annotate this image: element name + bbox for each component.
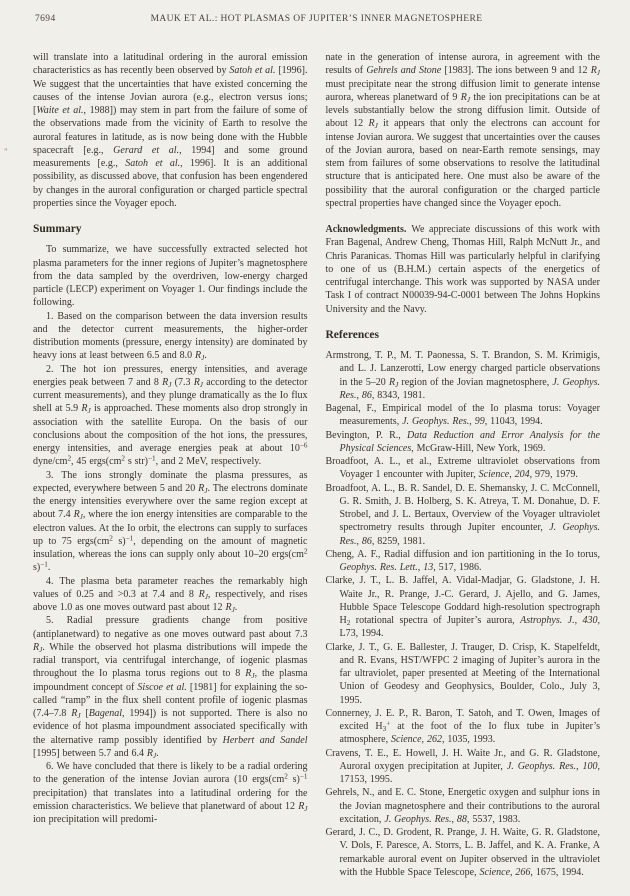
paragraph: 3. The ions strongly dominate the plasma pressures, as expected, everywhere between 5 and 20 $R_J$. The electrons dominate the energy intensities everywhere over the same region except at about 7.4 $R_J$, where the ion energy intensities are comparable to the electron values. At the Io orbit, the electrons can supply to surfaces up to 75 $ergs(cm^2$ s)$^{-1}$, depending on the amount of magnetic insulation, whereas the ions can supply only about 10–20 $ergs(cm^2$ s)$^{-1}$. (33, 469, 308, 574)
reference-entry: Broadfoot, A. L., et al., Extreme ultraviolet observations from Voyager 1 encounter with Jupiter, Science, 204, 979, 1979. (325, 456, 600, 481)
page-number: 7694 (35, 14, 56, 24)
page-header (33, 12, 600, 28)
paragraph: nate in the generation of intense aurora, in agreement with the results of Gehrels and Stone [1983]. The ions between 9 and 12 $R_J$ must precipitate near the strong diffusion limit to generate intense aurora, whereas planetward of 9 $R_J$ the ion precipitations can be at levels substantially below the strong diffusion limit. Outside of about 12 $R_J$ it appears that only the electrons can account for intense Jovian aurora. We suggest that uncertainties over the causes of the Jovian aurora, based on near-Earth remote sensings, may stem from failures of some observations to resolve the latitudinal structure that is anticipated here. One must also be aware of the possibility that the auroral configuration or the charged particle spectral properties have changed since the Voyager epoch. (325, 52, 600, 209)
reference-entry: Gerard, J. C., D. Grodent, R. Prange, J. H. Waite, G. R. Gladstone, V. Dols, F. Paresce, A. Storrs, L. B. Jaffel, and K. A. Franke, A remarkable auroral event on Jupiter observed in the ultraviolet with the Hubble Space Telescope, Science, 266, 1675, 1994. (325, 827, 600, 878)
section-heading: References (325, 328, 379, 341)
reference-entry: Broadfoot, A. L., B. R. Sandel, D. E. Shemansky, J. C. McConnell, G. R. Smith, J. B. Holberg, S. K. Atreya, T. M. Donahue, D. F. Strobel, and J. L. Bertaux, Overview of the Voyager ultraviolet spectrometry results through Jupiter encounter, J. Geophys. Res., 86, 8259, 1981. (325, 482, 600, 547)
paragraph: 1. Based on the comparison between the data inversion results and the detector current measurements, the higher-order distribution moments (pressure, energy intensity) are dominated by heavy ions at least between 6.5 and 8.0 $R_J$. (33, 310, 308, 363)
right-column (326, 51, 601, 879)
running-head: MAUK ET AL.: HOT PLASMAS OF JUPITER’S INNER MAGNETOSPHERE (150, 14, 483, 24)
reference-entry: Gehrels, N., and E. C. Stone, Energetic oxygen and sulphur ions in the Jovian magnetosphere and their contributions to the auroral excitation, J. Geophys. Res., 88, 5537, 1983. (325, 787, 600, 825)
paragraph: will translate into a latitudinal ordering in the auroral emission characteristics as has recently been observed by Satoh et al. [1996]. We suggest that the uncertainties that have existed concerning the causes of the intense Jovian aurora (e.g., electron versus ions; [Waite et al., 1988]) may stem in part from the failure of some of the observations made from the vicinity of Earth to resolve the auroral features in latitude, as is now being done with the Hubble spacecraft [e.g., Gerard et al., 1994] and some ground measurements [e.g., Satoh et al., 1996]. It is an additional possibility, as discussed above, that confusion has been engendered by changes in the auroral configuration or charged particle spectral properties since the Voyager epoch. (33, 52, 308, 209)
left-column (33, 51, 308, 879)
reference-entry: Armstrong, T. P., M. T. Paonessa, S. T. Brandon, S. M. Krimigis, and L. J. Lanzerotti, Low energy charged particle observations in the 5–20 $R_J$ region of the Jovian magnetosphere, J. Geophys. Res., 86, 8343, 1981. (325, 350, 600, 401)
reference-entry: Cravens, T. E., E. Howell, J. H. Waite Jr., and G. R. Gladstone, Auroral oxygen precipitation at Jupiter, J. Geophys. Res., 100, 17153, 1995. (325, 747, 601, 785)
two-column-body (33, 51, 600, 879)
section-heading: Summary (33, 223, 82, 235)
reference-entry: Connerney, J. E. P., R. Baron, T. Satoh, and T. Owen, Images of excited $H_3^+$ at the foot of the Io flux tube in Jupiter’s atmosphere, Science, 262, 1035, 1993. (325, 707, 600, 746)
scan-artifact: ” (4, 147, 8, 156)
reference-entry: Clarke, J. T., L. B. Jaffel, A. Vidal-Madjar, G. Gladstone, J. H. Waite Jr., R. Prange, J.-C. Gerard, J. Ajello, and G. James, Hubble Space Telescope Goddard high-resolution spectrograph $H_2$ rotational spectra of Jupiter’s aurora, Astrophys. J., 430, L73, 1994. (325, 575, 600, 640)
paragraph: 6. We have concluded that there is likely to be a radial ordering to the generation of the intense Jovian aurora (10 $ergs(cm^2$ s)$^{-1}$ precipitation) that translates into a latitudinal ordering for the emission characteristics. We believe that planetward of about 12 $R_J$ ion precipitation will predomi- (33, 761, 308, 825)
reference-entry: Clarke, J. T., G. E. Ballester, J. Trauger, D. Crisp, K. Stapelfeldt, and R. Evans, HST/WFPC 2 imaging of Jupiter’s aurora in the far ultraviolet, paper presented at Meeting of the International Union of Geodesy and Geophysics, Boulder, Colo., July 3, 1995. (325, 641, 600, 706)
paragraph: Acknowledgments. We appreciate discussions of this work with Fran Bagenal, Andrew Cheng, Thomas Hill, Ralph McNutt Jr., and Chris Paranicas. Thomas Hill was particularly helpful in clarifying to one of us (B.H.M.) certain aspects of the energetics of centrifugal interchange. This work was supported by NASA under Task I of contract N00039-94-C-0001 between The Johns Hopkins University and the Navy. (325, 224, 600, 315)
reference-entry: Bagenal, F., Empirical model of the Io plasma torus: Voyager measurements, J. Geophys. Res., 99, 11043, 1994. (325, 403, 600, 428)
paragraph: 2. The hot ion pressures, energy intensities, and average energies peak between 7 and 8 $R_J$ (7.3 $R_J$ according to the detector current measurements), and they plunge dramatically as the Io flux shell at 5.9 $R_J$ is approached. These moments also drop strongly in association with the satellite Europa. On the basis of our conclusions about the composition of the hot ions, the pressures, energy intensities, and average energies peak at about $10^{-6}$ dyne/$cm^2$, 45 $ergs(cm^2$ s str)$^{-1}$, and 2 MeV, respectively. (33, 363, 308, 468)
paragraph: 5. Radial pressure gradients change from positive (antiplanetward) to negative as one moves outward past about 7.3 $R_J$. While the observed hot plasma distributions will impede the radial transport, via centrifugal interchange, of iogenic plasmas throughout the Io plasma torus regions out to 8 $R_J$, the plasma impoundment concept of Siscoe et al. [1981] for explaining the so-called “ramp” in the flux shell content profile of iogenic plasmas (7.4–7.8 $R_J$ [Bagenal, 1994]) is not supported. There is also no evidence of hot plasma impoundment associated specifically with the alternative ramp possibly identified by Herbert and Sandel [1995] between 5.7 and 6.4 $R_J$. (33, 615, 308, 760)
paragraph: To summarize, we have successfully extracted selected hot plasma parameters for the inner regions of Jupiter’s magnetosphere from the data sampled by the overdriven, low-energy charged particle (LECP) experiment on Voyager 1. Our findings include the following. (33, 244, 308, 309)
reference-entry: Cheng, A. F., Radial diffusion and ion partitioning in the Io torus, Geophys. Res. Lett., 13, 517, 1986. (325, 548, 600, 573)
reference-entry: Bevington, P. R., Data Reduction and Error Analysis for the Physical Sciences, McGraw-Hill, New York, 1969. (325, 429, 600, 454)
paragraph: 4. The plasma beta parameter reaches the remarkably high values of 0.25 and >0.3 at 7.4 and 8 $R_J$, respectively, and rises above 1.0 as one moves outward past about 12 $R_J$. (33, 575, 308, 614)
